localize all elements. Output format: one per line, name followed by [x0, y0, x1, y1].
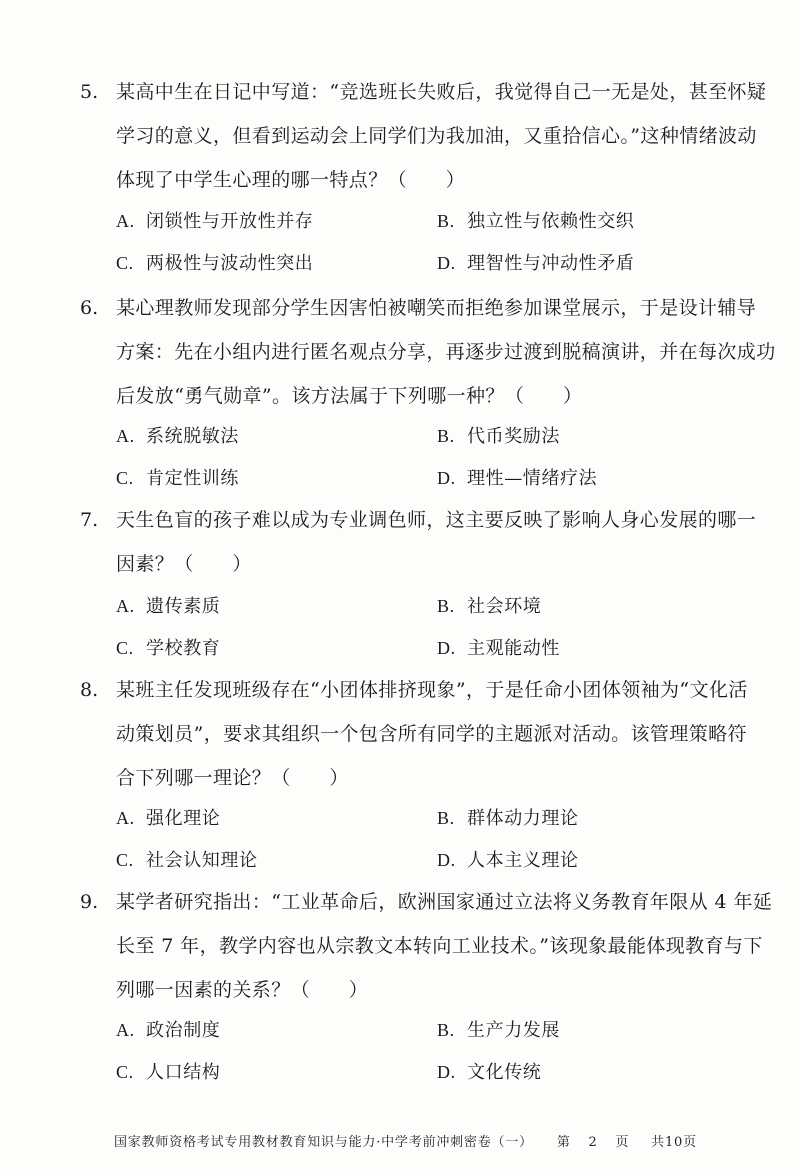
question-text-line: 体现了中学生心理的哪一特点？（ ）	[116, 169, 466, 191]
question-number: 7.	[80, 509, 99, 531]
option-letter: A.	[116, 808, 135, 828]
question-text-line: 某高中生在日记中写道：“竞选班长失败后，我觉得自己一无是处，甚至怀疑	[116, 81, 767, 103]
option-text: 独立性与依赖性交织	[467, 211, 635, 232]
option-text: 闭锁性与开放性并存	[146, 211, 314, 232]
question-text-line: 动策划员”，要求其组织一个包含所有同学的主题派对活动。该管理策略符	[116, 723, 747, 745]
page-footer	[114, 1133, 697, 1153]
question-number: 8.	[80, 679, 99, 701]
option-letter: A.	[116, 426, 135, 446]
option-letter: D.	[437, 638, 456, 658]
question-text-line: 后发放“勇气勋章”。该方法属于下列哪一种？（ ）	[116, 385, 583, 407]
option-letter: C.	[116, 850, 134, 870]
question-text-line: 某学者研究指出：“工业革命后，欧洲国家通过立法将义务教育年限从 4 年延	[116, 891, 773, 913]
option-text: 肯定性训练	[146, 468, 239, 489]
question-text-line: 方案：先在小组内进行匿名观点分享，再逐步过渡到脱稿演讲，并在每次成功	[116, 341, 776, 363]
option-d	[437, 1052, 541, 1093]
option-c	[116, 1052, 220, 1093]
option-a	[116, 1010, 220, 1051]
question-text-line: 某班主任发现班级存在“小团体排挤现象”，于是任命小团体领袖为“文化活	[116, 679, 748, 701]
option-a	[116, 201, 313, 242]
option-letter: D.	[437, 1062, 456, 1082]
option-letter: A.	[116, 211, 135, 231]
option-text: 社会认知理论	[146, 850, 258, 871]
option-d	[437, 628, 560, 669]
question-number: 9.	[80, 891, 99, 913]
footer-title: 国家教师资格考试专用教材教育知识与能力·中学考前冲刺密卷（一）	[114, 1135, 533, 1150]
option-letter: B.	[437, 1020, 455, 1040]
option-letter: A.	[116, 596, 135, 616]
option-text: 强化理论	[146, 808, 221, 829]
option-letter: D.	[437, 253, 456, 273]
question-text-line: 因素？（ ）	[116, 553, 252, 575]
question-text-line: 合下列哪一理论？（ ）	[116, 767, 349, 789]
option-letter: C.	[116, 468, 134, 488]
option-text: 代币奖励法	[467, 426, 560, 447]
option-b	[437, 201, 634, 242]
option-text: 人本主义理论	[467, 850, 579, 871]
option-text: 理智性与冲动性矛盾	[467, 253, 635, 274]
option-text: 人口结构	[146, 1062, 221, 1083]
option-text: 学校教育	[146, 638, 221, 659]
option-letter: C.	[116, 1062, 134, 1082]
question-text-line: 列哪一因素的关系？（ ）	[116, 979, 369, 1001]
option-d	[437, 458, 597, 499]
option-a	[116, 586, 220, 627]
option-a	[116, 798, 220, 839]
footer-page-unit: 页	[615, 1135, 630, 1150]
option-text: 系统脱敏法	[146, 426, 239, 447]
question-text-line: 学习的意义，但看到运动会上同学们为我加油，又重拾信心。”这种情绪波动	[116, 125, 757, 147]
option-text: 生产力发展	[467, 1020, 560, 1041]
option-letter: D.	[437, 850, 456, 870]
question-number: 5.	[80, 81, 99, 103]
option-text: 社会环境	[467, 596, 542, 617]
footer-page-number: 2	[588, 1135, 598, 1150]
option-b	[437, 1010, 560, 1051]
option-b	[437, 586, 541, 627]
option-c	[116, 243, 313, 284]
option-letter: B.	[437, 596, 455, 616]
option-text: 文化传统	[467, 1062, 542, 1083]
question-text-line: 某心理教师发现部分学生因害怕被嘲笑而拒绝参加课堂展示，于是设计辅导	[116, 297, 757, 319]
option-d	[437, 840, 579, 881]
option-text: 理性—情绪疗法	[467, 468, 598, 489]
option-d	[437, 243, 634, 284]
option-text: 遗传素质	[146, 596, 221, 617]
option-text: 群体动力理论	[467, 808, 579, 829]
option-letter: C.	[116, 253, 134, 273]
option-c	[116, 628, 220, 669]
option-letter: C.	[116, 638, 134, 658]
footer-total-pages: 共10页	[651, 1135, 697, 1150]
option-a	[116, 416, 239, 457]
option-letter: B.	[437, 211, 455, 231]
option-text: 两极性与波动性突出	[146, 253, 314, 274]
question-text-line: 天生色盲的孩子难以成为专业调色师，这主要反映了影响人身心发展的哪一	[116, 509, 757, 531]
option-letter: A.	[116, 1020, 135, 1040]
option-b	[437, 416, 560, 457]
footer-page-prefix: 第	[556, 1135, 571, 1150]
option-c	[116, 458, 239, 499]
option-text: 主观能动性	[467, 638, 560, 659]
option-letter: D.	[437, 468, 456, 488]
option-b	[437, 798, 579, 839]
option-letter: B.	[437, 808, 455, 828]
option-c	[116, 840, 258, 881]
question-number: 6.	[80, 297, 99, 319]
option-text: 政治制度	[146, 1020, 221, 1041]
question-text-line: 长至 7 年，教学内容也从宗教文本转向工业技术。”该现象最能体现教育与下	[116, 935, 763, 957]
option-letter: B.	[437, 426, 455, 446]
